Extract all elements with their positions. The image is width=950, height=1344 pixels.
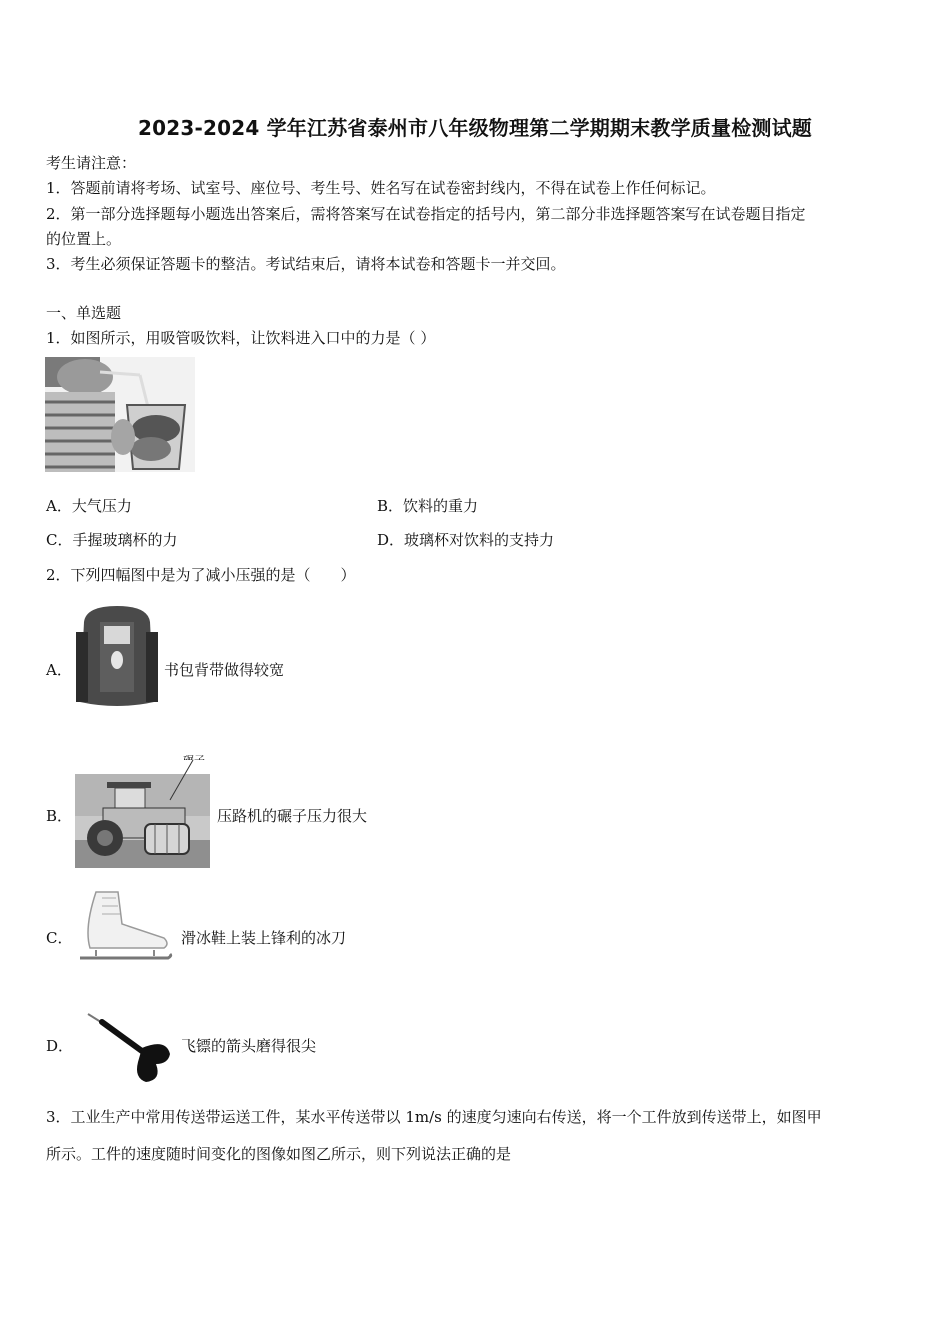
q1-option-a: A．大气压力 (46, 497, 132, 515)
q2-option-a-text: 书包背带做得较宽 (164, 661, 285, 679)
straw-drink-photo (45, 357, 195, 472)
q2-option-b-letter: B． (46, 807, 73, 825)
notice-item: 的位置上。 (46, 230, 122, 248)
question-3-line-1: 3．工业生产中常用传送带运送工件，某水平传送带以 1m/s 的速度匀速向右传送，将一个工件放到传送带上，如图甲 (46, 1108, 822, 1126)
q1-option-d: D．玻璃杯对饮料的支持力 (377, 531, 555, 549)
question-3-line-2: 所示。工件的速度随时间变化的图像如图乙所示，则下列说法正确的是 (46, 1145, 512, 1163)
ice-skate-photo (76, 888, 174, 964)
question-2-stem: 2．下列四幅图中是为了减小压强的是（ ） (46, 566, 356, 584)
q2-option-c-letter: C． (46, 929, 73, 947)
q1-option-b: B．饮料的重力 (377, 497, 479, 515)
backpack-photo (74, 602, 160, 712)
dart-photo (80, 1008, 172, 1086)
q2-option-c-text: 滑冰鞋上装上锋利的冰刀 (181, 929, 347, 947)
question-1-stem: 1．如图所示，用吸管吸饮料，让饮料进入口中的力是（ ） (46, 329, 436, 347)
q1-option-c: C．手握玻璃杯的力 (46, 531, 178, 549)
road-roller-photo (75, 760, 210, 868)
page-title: 2023-2024 学年江苏省泰州市八年级物理第二学期期末教学质量检测试题 (138, 116, 812, 140)
q2-option-d-text: 飞镖的箭头磨得很尖 (181, 1037, 317, 1055)
notice-item: 3．考生必须保证答题卡的整洁。考试结束后，请将本试卷和答题卡一并交回。 (46, 255, 566, 273)
section-heading: 一、单选题 (46, 304, 122, 322)
q2-option-b-text: 压路机的碾子压力很大 (217, 807, 368, 825)
notice-item: 1．答题前请将考场、试室号、座位号、考生号、姓名写在试卷密封线内，不得在试卷上作任何标记。 (46, 179, 716, 197)
q2-option-a-letter: A． (46, 661, 72, 679)
notice-item: 2．第一部分选择题每小题选出答案后，需将答案写在试卷指定的括号内，第二部分非选择题答案写在试卷题目指定 (46, 205, 806, 223)
q2-option-d-letter: D． (46, 1037, 74, 1055)
notice-heading: 考生请注意： (46, 154, 137, 172)
